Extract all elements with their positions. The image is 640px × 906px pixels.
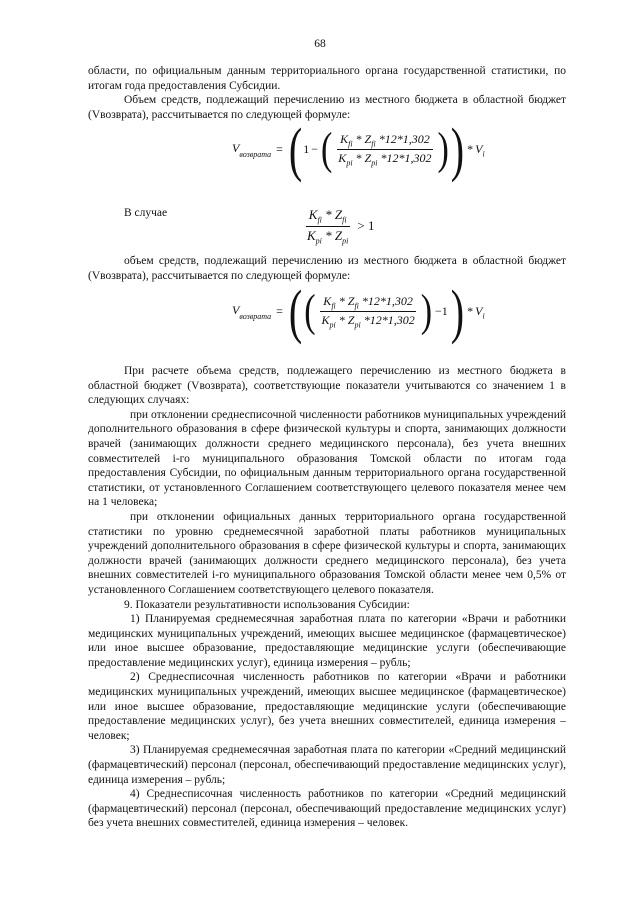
body-paragraph-8: 4) Среднесписочная численность работников по категории «Средний медицинский (фармацевтический) персонал (персонал, обеспечивающий предоставление медицинских услуг) без учета внешних совместителей, единица измерения – человек. — [88, 788, 566, 830]
body-paragraph-6: 2) Среднесписочная численность работников по категории «Врачи и работники медицинских муниципальных учреждений, имеющих высшее медицинское (фармацевтическое) или иное высшее образование, предоставляющие медицинские услуги (обеспечивающие предоставление медицинских услуг), без учета внешних совместителей, единица измерения – человек; — [88, 671, 566, 742]
page-number: 68 — [314, 38, 326, 50]
case-comparison: > 1 — [357, 218, 375, 234]
formula-1-lhs: $V_{возврата}$ — [232, 140, 272, 159]
formula-2-fraction — [319, 294, 418, 330]
intro-block — [88, 64, 566, 122]
case-formula — [0, 203, 640, 251]
body-paragraph-3: при отклонении официальных данных территориального органа государственной статистики по уровню среднемесячной заработной платы работников муниципальных учреждений дополнительного образования в сфере физической культуры и спорта, занимающих должности врачей (занимающих должности среднего медицинского персонала), без учета внешних совместителей i-го муниципального образования Томской области менее чем 0,5% от установленного Соглашением соответствующего целевого показателя. — [88, 510, 566, 596]
mid-block — [88, 254, 566, 283]
formula-2-rhs: $V_i$ — [475, 303, 485, 321]
intro-paragraph-1: области, по официальным данным территориального органа государственной статистики, по итогам года предоставления Субсидии. — [88, 65, 566, 92]
formula-2-minus: −1 — [435, 304, 448, 319]
case-denominator: $K_{pi} * Z_{pi}$ — [307, 227, 349, 246]
formula-2: $V_{возврата}$ = ( ( $\frac{K_{fi} * Z_{fi} *12*1,302}{K_{pi} * Z_{pi} *12*1,302}$ ) −1 ) * $V_i$ — [232, 277, 485, 345]
formula-2-denominator: $K_{pi} * Z_{pi}$ *12*1,302 — [321, 313, 415, 330]
formula-1-rhs: $V_i$ — [475, 141, 485, 159]
mid-paragraph: объем средств, подлежащий перечислению из местного бюджета в областной бюджет (Vвозврата), рассчитывается по следующей формуле: — [88, 255, 566, 282]
formula-1-denominator: $K_{pi} * Z_{pi}$ *12*1,302 — [338, 151, 432, 168]
formula-2-lhs: $V_{возврата}$ — [232, 302, 272, 321]
case-label: В случае — [124, 207, 168, 219]
formula-1: $V_{возврата}$ = ( 1 − ( $\frac{K_{fi} * Z_{fi} *12*1,302}{K_{pi} * Z_{pi} *12*1,302}$ ) ) * $V_i$ — [232, 115, 485, 183]
body-paragraph-1: При расчете объема средств, подлежащего перечислению из местного бюджета в областной бюджет (Vвозврата), соответствующие показатели учитываются со значением 1 в следующих случаях: — [88, 365, 566, 407]
body-paragraph-5: 1) Планируемая среднемесячная заработная плата по категории «Врачи и работники медицинских муниципальных учреждений, имеющих высшее медицинское (фармацевтическое) или иное высшее образование, предоставляющие медицинские услуги (обеспечивающие предоставление медицинских услуг), единица измерения – рубль; — [88, 613, 566, 669]
body-paragraph-4: 9. Показатели результативности использования Субсидии: — [124, 598, 410, 611]
body-paragraph-7: 3) Планируемая среднемесячная заработная плата по категории «Средний медицинский (фармацевтический) персонал (персонал, обеспечивающий предоставление медицинских услуг), единица измерения – рубль; — [88, 744, 566, 786]
formula-2-numerator: $K_{fi} * Z_{fi}$ *12*1,302 — [320, 294, 416, 312]
body-paragraph-2: при отклонении среднесписочной численности работников муниципальных учреждений дополнительного образования в сфере физической культуры и спорта, занимающих должности врачей (занимающих должности среднего медицинского персонала), без учета внешних совместителей i-го муниципального образования Томской области по итогам года предоставления Субсидии, по официальным данным территориального органа государственной статистики, от установленного Соглашением соответствующего целевого показателя менее чем на 1 человека; — [88, 408, 566, 509]
case-fraction — [304, 207, 351, 245]
intro-paragraph-2: Объем средств, подлежащий перечислению из местного бюджета в областной бюджет (Vвозврата), рассчитывается по следующей формуле: — [88, 94, 566, 121]
case-numerator: $K_{fi} * Z_{fi}$ — [306, 207, 350, 227]
formula-1-numerator: $K_{fi} * Z_{fi}$ *12*1,302 — [337, 132, 433, 150]
formula-1-one: 1 — [303, 142, 310, 157]
formula-1-fraction — [335, 132, 434, 168]
body-text — [88, 364, 566, 831]
